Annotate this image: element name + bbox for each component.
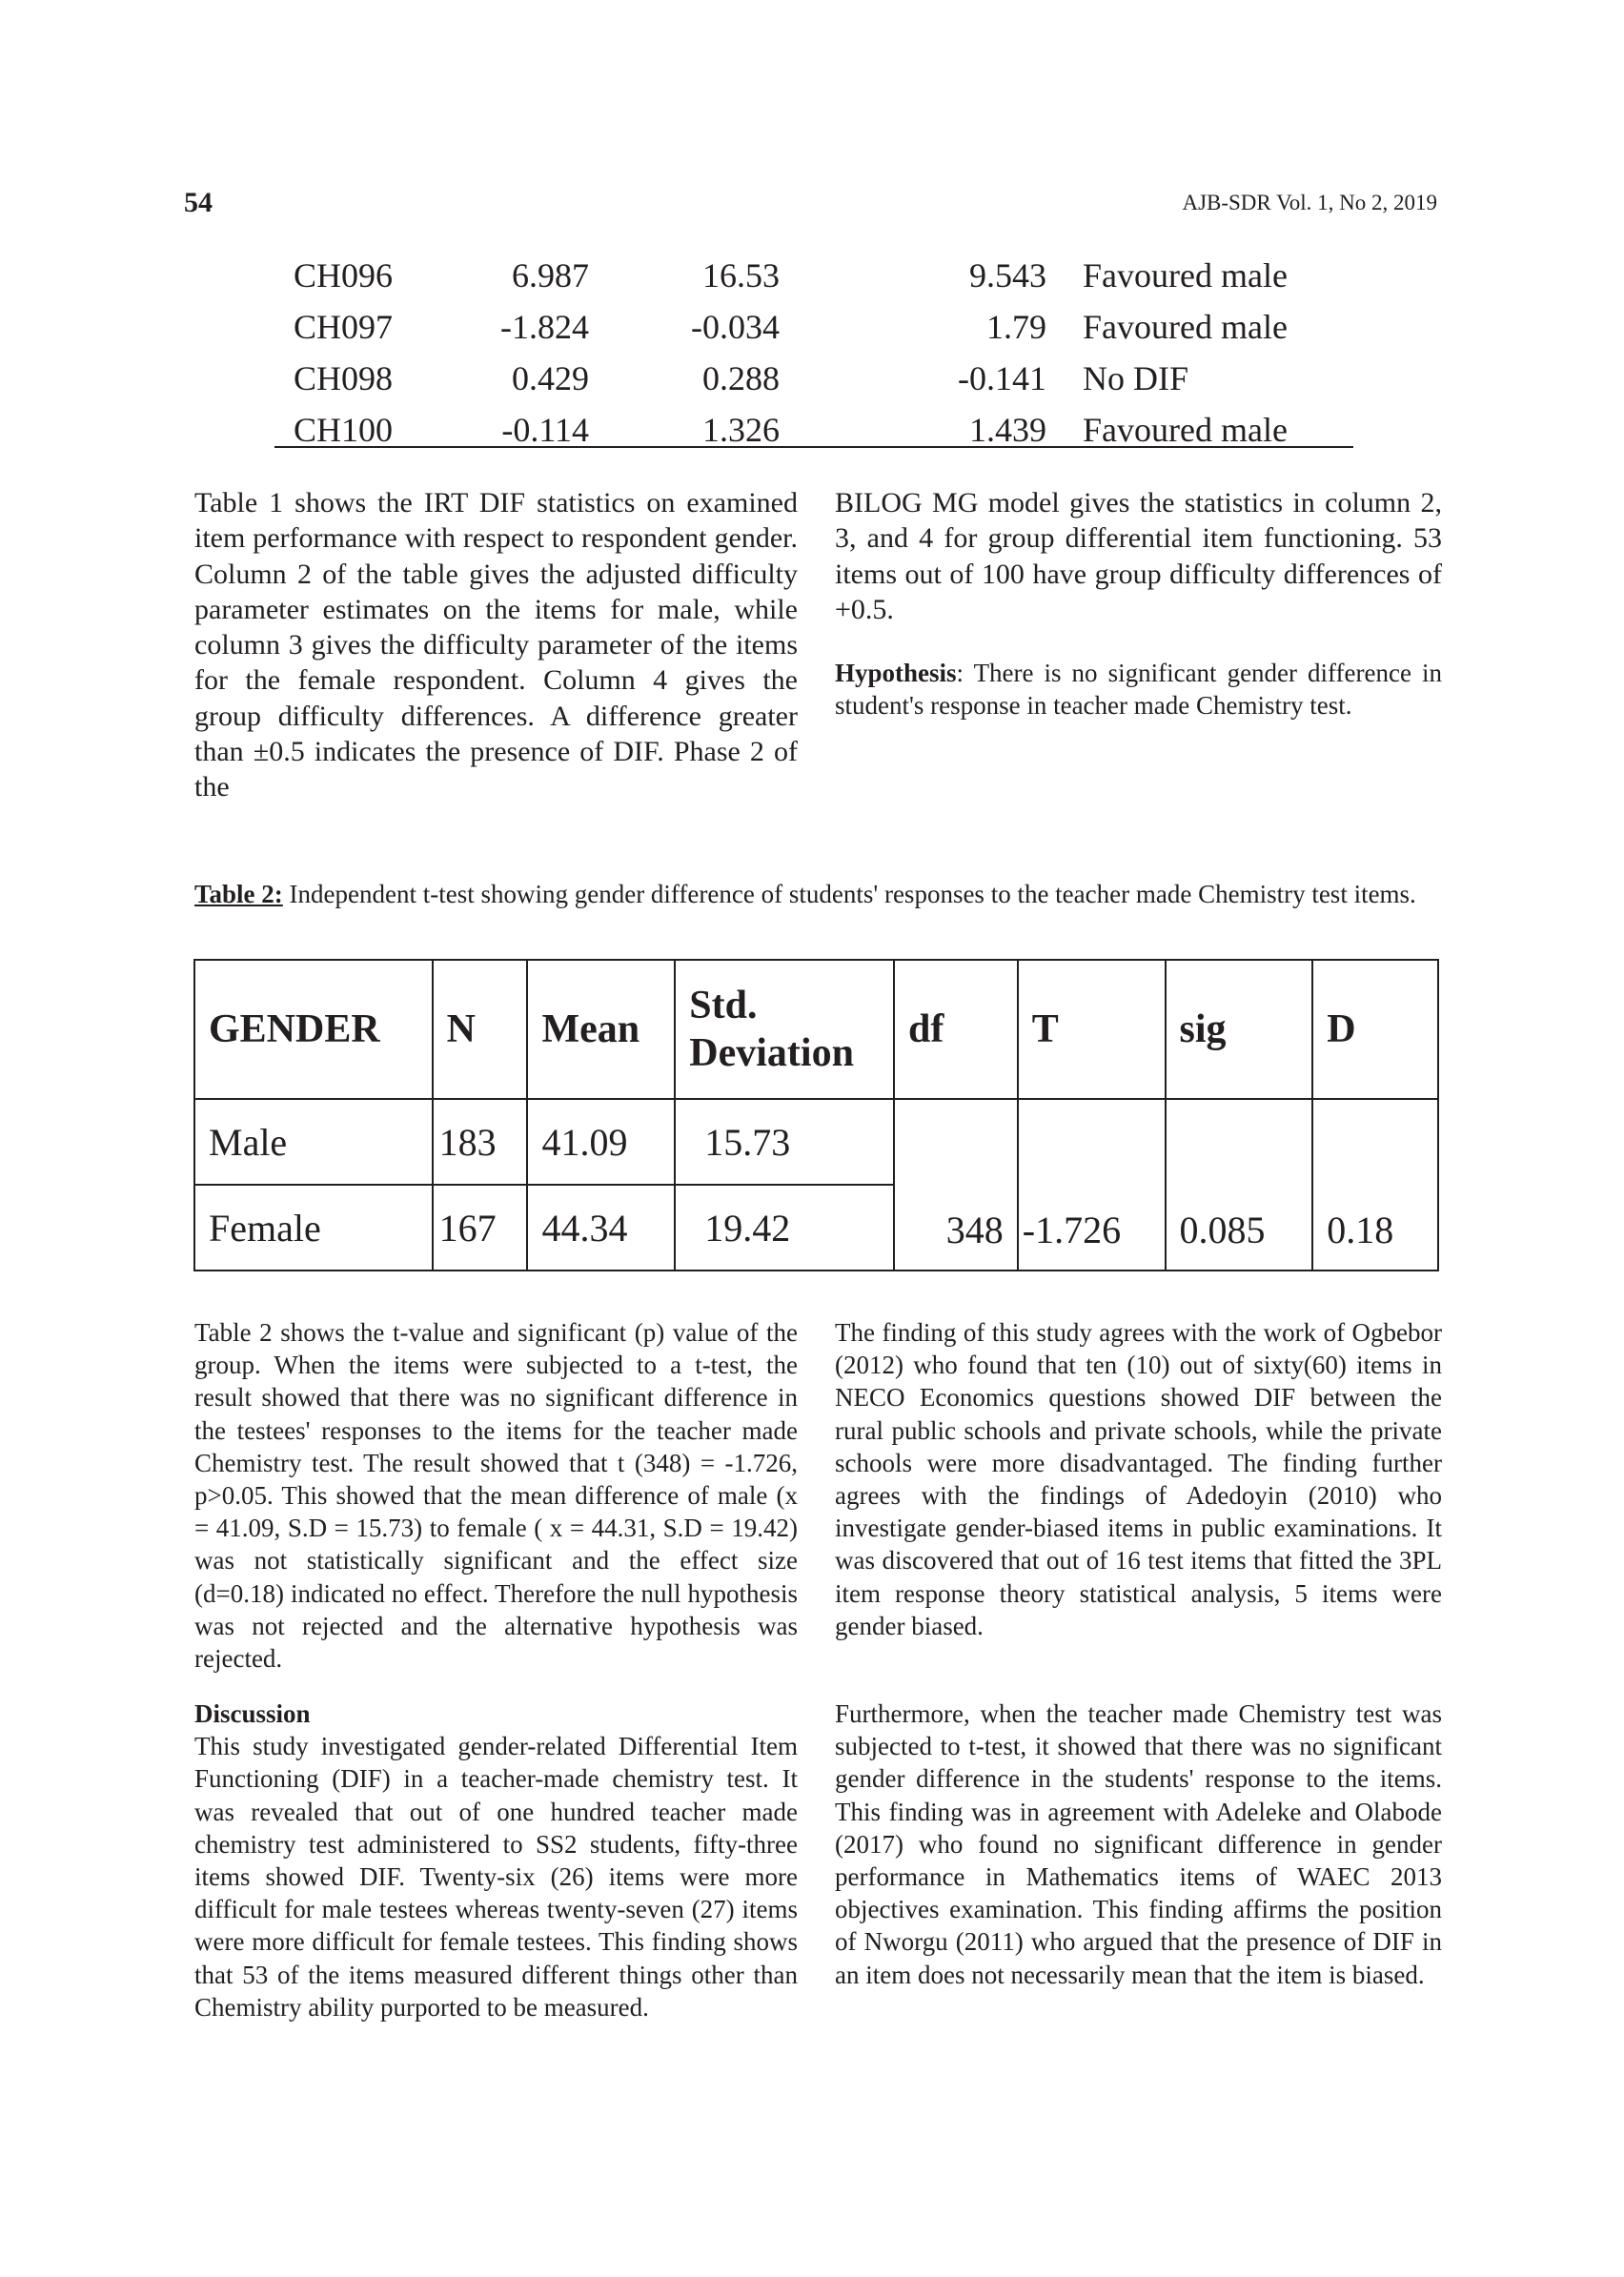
journal-header: AJB-SDR Vol. 1, No 2, 2019 (1182, 191, 1437, 214)
n-cell: 183 (433, 1099, 528, 1185)
mean-cell: 41.09 (527, 1099, 675, 1185)
paragraph: Table 2 shows the t-value and significant (p) value of the group. When the items were subjected to a t-test, the result showed that there was no significant difference in the testees' responses to the items for the teacher made Chemistry test. The result showed that t (348) = -1.726, p>0.05. This showed that the mean difference of male (x = 41.09, S.D = 15.73) to female ( x = 44.31, S.D = 19.42) was not statistically significant and the effect size (d=0.18) indicated no effect. Therefore the null hypothesis was not rejected and the alternative hypothesis was rejected. (194, 1318, 798, 1674)
table-header-row (194, 960, 1438, 1099)
header-sig: sig (1166, 960, 1313, 1099)
gender-cell: Male (194, 1099, 433, 1185)
header-t: T (1018, 960, 1166, 1099)
difficulty-difference: 9.543 (969, 256, 1046, 295)
female-difficulty: 16.53 (702, 256, 780, 295)
header-gender: GENDER (194, 960, 433, 1099)
dif-remark: Favoured male (1083, 411, 1288, 449)
t-cell: -1.726 (1018, 1099, 1166, 1271)
mean-cell: 44.34 (527, 1185, 675, 1271)
table2 (193, 959, 1439, 1270)
dif-remark: Favoured male (1083, 256, 1288, 295)
df-cell: 348 (894, 1099, 1018, 1271)
discussion-right (835, 1698, 1442, 1991)
hypothesis-label: Hypothesis (835, 659, 957, 687)
item-code: CH096 (294, 256, 394, 295)
paragraph: Table 1 shows the IRT DIF statistics on examined item performance with respect to respondent gender. Column 2 of the table gives the adjusted difficulty parameter estimates on the items for male, while column 3 gives the difficulty parameter of the items for the female respondent. Column 4 gives the group difficulty differences. A difference greater than ±0.5 indicates the presence of DIF. Phase 2 of the (194, 487, 798, 803)
paragraph: This study investigated gender-related Differential Item Functioning (DIF) in a teacher-made chemistry test. It was revealed that out of one hundred teacher made chemistry test administered to SS2 students, fifty-three items showed DIF. Twenty-six (26) items were more difficult for male testees whereas twenty-seven (27) items were more difficult for female testees. This finding shows that 53 of the items measured different things other than Chemistry ability purported to be measured. (194, 1732, 798, 2022)
table1-discussion-right (835, 485, 1442, 627)
sd-cell: 15.73 (675, 1099, 894, 1185)
item-code: CH098 (294, 359, 394, 397)
gender-cell: Female (194, 1185, 433, 1271)
male-difficulty: -0.114 (501, 411, 589, 449)
male-difficulty: -1.824 (500, 308, 589, 346)
difficulty-difference: 1.439 (969, 411, 1046, 449)
sig-cell: 0.085 (1166, 1099, 1313, 1271)
header-std-deviation: Std. Deviation (675, 960, 894, 1099)
table2-caption (194, 880, 1443, 908)
table-row (194, 1099, 1438, 1185)
discussion-section (194, 1698, 798, 2023)
table1-bottom-rule (274, 446, 1353, 448)
table1-continuation (294, 250, 1355, 456)
header-d: D (1312, 960, 1438, 1099)
table2-caption-label: Table 2: (194, 880, 283, 908)
table1-discussion-left (194, 485, 798, 805)
table-row (294, 353, 1355, 404)
item-code: CH097 (294, 308, 394, 346)
page-number: 54 (184, 187, 213, 218)
hypothesis-block (835, 657, 1442, 722)
male-difficulty: 0.429 (512, 359, 589, 397)
paragraph: The finding of this study agrees with the work of Ogbebor (2012) who found that ten (10) out of sixty(60) items in NECO Economics questions showed DIF between the rural public schools and private schools, while the private schools were more disadvantaged. The finding further agrees with the findings of Adedoyin (2010) who investigate gender-biased items in public examinations. It was discovered that out of 16 test items that fitted the 3PL item response theory statistical analysis, 5 items were gender biased. (835, 1318, 1442, 1640)
discussion-heading: Discussion (194, 1699, 311, 1728)
table2-discussion-right (835, 1316, 1442, 1642)
difficulty-difference: 1.79 (986, 308, 1046, 346)
paragraph: BILOG MG model gives the statistics in column 2, 3, and 4 for group differential item functioning. 53 items out of 100 have group difficulty differences of +0.5. (835, 487, 1442, 625)
dif-remark: No DIF (1083, 359, 1189, 397)
female-difficulty: -0.034 (691, 308, 780, 346)
table-row (294, 301, 1355, 353)
male-difficulty: 6.987 (512, 256, 589, 295)
table-row (294, 250, 1355, 301)
hypothesis-text: : There is no significant gender difference in student's response in teacher made Chemistry test. (835, 659, 1442, 721)
header-n: N (433, 960, 528, 1099)
sd-cell: 19.42 (675, 1185, 894, 1271)
table2-discussion-left (194, 1316, 798, 1675)
female-difficulty: 1.326 (702, 411, 780, 449)
dif-remark: Favoured male (1083, 308, 1288, 346)
paragraph: Furthermore, when the teacher made Chemistry test was subjected to t-test, it showed that there was no significant gender difference in the students' response to the items. This finding was in agreement with Adeleke and Olabode (2017) who found no significant difference in gender performance in Mathematics items of WAEC 2013 objectives examination. This finding affirms the position of Nworgu (2011) who argued that the presence of DIF in an item does not necessarily mean that the item is biased. (835, 1699, 1442, 1989)
n-cell: 167 (433, 1185, 528, 1271)
item-code: CH100 (294, 411, 394, 449)
female-difficulty: 0.288 (702, 359, 780, 397)
header-df: df (894, 960, 1018, 1099)
d-cell: 0.18 (1312, 1099, 1438, 1271)
table2-caption-text: Independent t-test showing gender difference of students' responses to the teacher made Chemistry test items. (282, 880, 1416, 908)
difficulty-difference: -0.141 (958, 359, 1046, 397)
header-mean: Mean (527, 960, 675, 1099)
